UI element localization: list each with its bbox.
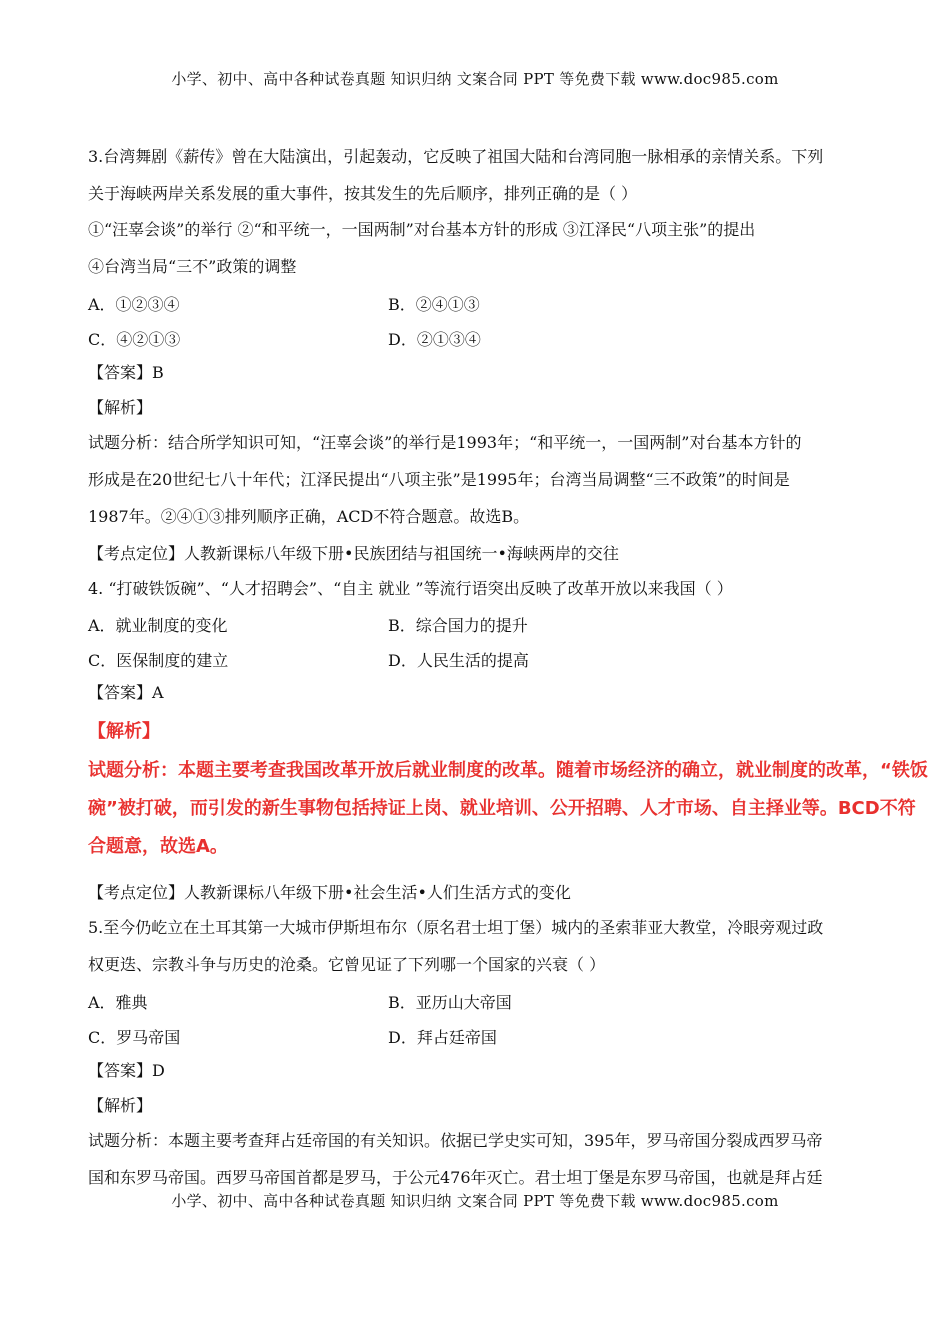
q3-option-b: B．②④①③ bbox=[388, 295, 480, 314]
q3-option-c: C．④②①③ bbox=[88, 330, 181, 349]
page-header: 小学、初中、高中各种试卷真题 知识归纳 文案合同 PPT 等免费下载 www.doc985.com bbox=[171, 70, 779, 88]
q3-analysis-line-3: 1987年。②④①③排列顺序正确，ACD不符合题意。故选B。 bbox=[88, 507, 530, 526]
q3-analysis-label: 【解析】 bbox=[88, 398, 153, 417]
q4-option-a: A．就业制度的变化 bbox=[88, 616, 228, 635]
q4-option-b: B．综合国力的提升 bbox=[388, 616, 528, 635]
q5-option-b: B．亚历山大帝国 bbox=[388, 993, 512, 1012]
q4-stem: 4. “打破铁饭碗”、“人才招聘会”、“自主 就业 ”等流行语突出反映了改革开放以来我国（ ） bbox=[88, 579, 733, 598]
q4-analysis-line-3: 合题意，故选A。 bbox=[88, 836, 228, 857]
q5-option-d: D．拜占廷帝国 bbox=[388, 1028, 497, 1047]
q5-stem-line-2: 权更迭、宗教斗争与历史的沧桑。它曾见证了下列哪一个国家的兴衰（ ） bbox=[88, 955, 606, 974]
q3-items-line-2: ④台湾当局“三不”政策的调整 bbox=[88, 257, 297, 276]
q5-answer: 【答案】D bbox=[88, 1061, 165, 1080]
q5-analysis-label: 【解析】 bbox=[88, 1096, 153, 1115]
q3-answer: 【答案】B bbox=[88, 363, 164, 382]
q3-option-d: D．②①③④ bbox=[388, 330, 481, 349]
q5-analysis-line-1: 试题分析：本题主要考查拜占廷帝国的有关知识。依据已学史实可知，395年，罗马帝国分裂成西罗马帝 bbox=[88, 1131, 823, 1150]
q4-option-c: C．医保制度的建立 bbox=[88, 651, 229, 670]
q3-option-a: A．①②③④ bbox=[88, 295, 180, 314]
q5-stem-line-1: 5.至今仍屹立在土耳其第一大城市伊斯坦布尔（原名君士坦丁堡）城内的圣索菲亚大教堂，冷眼旁观过政 bbox=[88, 918, 824, 937]
q5-analysis-line-2: 国和东罗马帝国。西罗马帝国首都是罗马，于公元476年灭亡。君士坦丁堡是东罗马帝国，也就是拜占廷 bbox=[88, 1168, 823, 1187]
page-footer: 小学、初中、高中各种试卷真题 知识归纳 文案合同 PPT 等免费下载 www.doc985.com bbox=[171, 1192, 779, 1210]
q5-option-a: A．雅典 bbox=[88, 993, 148, 1012]
q3-stem-line-1: 3.台湾舞剧《薪传》曾在大陆演出，引起轰动，它反映了祖国大陆和台湾同胞一脉相承的亲情关系。下列 bbox=[88, 147, 824, 166]
q4-analysis-line-1: 试题分析：本题主要考查我国改革开放后就业制度的改革。随着市场经济的确立，就业制度的改革，“铁饭 bbox=[88, 760, 928, 781]
q3-stem-line-2: 关于海峡两岸关系发展的重大事件，按其发生的先后顺序，排列正确的是（ ） bbox=[88, 184, 638, 203]
q3-analysis-line-2: 形成是在20世纪七八十年代；江泽民提出“八项主张”是1995年；台湾当局调整“三不政策”的时间是 bbox=[88, 470, 790, 489]
q4-analysis-line-2: 碗”被打破，而引发的新生事物包括持证上岗、就业培训、公开招聘、人才市场、自主择业等。BCD不符 bbox=[88, 798, 916, 819]
q4-analysis-label: 【解析】 bbox=[88, 721, 160, 742]
q4-option-d: D．人民生活的提高 bbox=[388, 651, 529, 670]
q3-kaodian: 【考点定位】人教新课标八年级下册•民族团结与祖国统一•海峡两岸的交往 bbox=[88, 544, 619, 563]
q4-kaodian: 【考点定位】人教新课标八年级下册•社会生活•人们生活方式的变化 bbox=[88, 883, 571, 902]
q5-option-c: C．罗马帝国 bbox=[88, 1028, 181, 1047]
q3-items-line-1: ①“汪辜会谈”的举行 ②“和平统一，一国两制”对台基本方针的形成 ③江泽民“八项主张”的提出 bbox=[88, 220, 756, 239]
q3-analysis-line-1: 试题分析：结合所学知识可知，“汪辜会谈”的举行是1993年；“和平统一，一国两制”对台基本方针的 bbox=[88, 433, 802, 452]
q4-answer: 【答案】A bbox=[88, 683, 164, 702]
